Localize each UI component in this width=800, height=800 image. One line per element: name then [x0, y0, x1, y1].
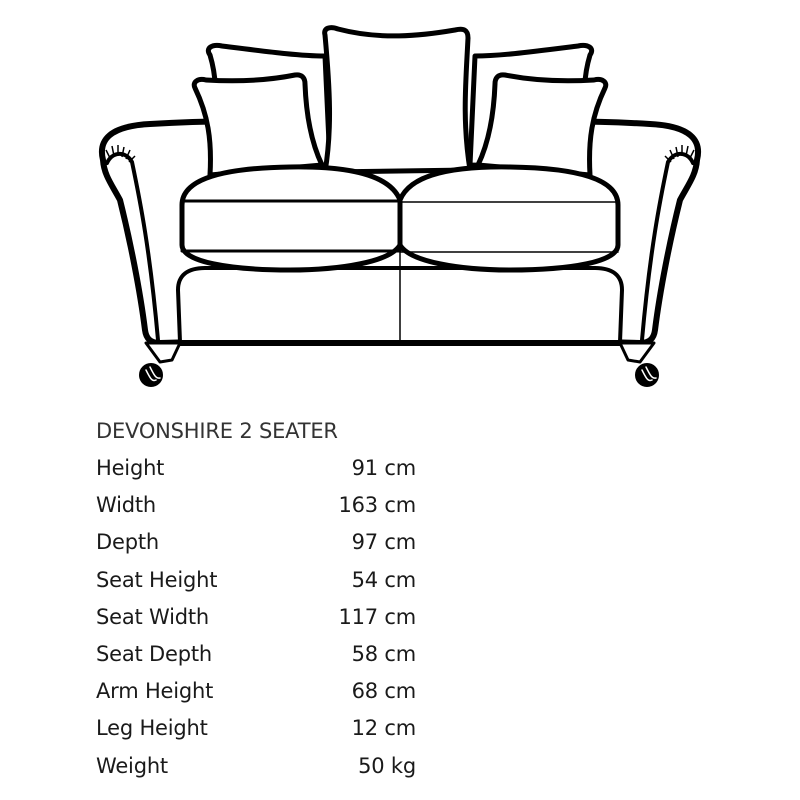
scatter-cushion-right: [478, 75, 606, 175]
spec-value: 163 cm: [338, 493, 416, 518]
specification-table: [96, 450, 416, 785]
spec-value: 58 cm: [351, 641, 416, 666]
specification-panel: [96, 416, 416, 785]
seat-cushion-right: [400, 167, 618, 270]
spec-label: Leg Height: [96, 716, 208, 741]
spec-row-depth: [96, 524, 416, 561]
spec-label: Seat Depth: [96, 641, 212, 666]
seat-cushion-left: [182, 167, 400, 270]
scatter-cushion-left: [194, 75, 322, 175]
spec-label: Seat Width: [96, 604, 210, 629]
spec-value: 68 cm: [351, 679, 416, 704]
left-leg: [146, 343, 180, 362]
spec-value: 12 cm: [351, 716, 416, 741]
spec-row-height: [96, 450, 416, 487]
spec-value: 50 kg: [358, 753, 416, 778]
spec-label: Seat Height: [96, 567, 218, 592]
spec-row-seat-width: [96, 599, 416, 636]
spec-value: 97 cm: [351, 530, 416, 555]
spec-label: Height: [96, 456, 165, 480]
product-title: DEVONSHIRE 2 SEATER: [96, 419, 338, 443]
back-cushion-center: [325, 28, 470, 172]
right-castor: [636, 364, 658, 386]
spec-label: Weight: [96, 753, 168, 778]
spec-row-leg-height: [96, 710, 416, 747]
spec-row-arm-height: [96, 673, 416, 710]
right-leg: [620, 343, 654, 362]
spec-label: Width: [96, 493, 157, 518]
spec-value: 91 cm: [351, 456, 416, 480]
left-castor: [140, 364, 162, 386]
spec-row-width: [96, 487, 416, 524]
spec-row-seat-height: [96, 562, 416, 599]
spec-value: 117 cm: [338, 604, 416, 629]
spec-value: 54 cm: [351, 567, 416, 592]
spec-label: Arm Height: [96, 679, 214, 704]
spec-label: Depth: [96, 530, 159, 555]
spec-row-seat-depth: [96, 636, 416, 673]
spec-row-weight: [96, 748, 416, 785]
